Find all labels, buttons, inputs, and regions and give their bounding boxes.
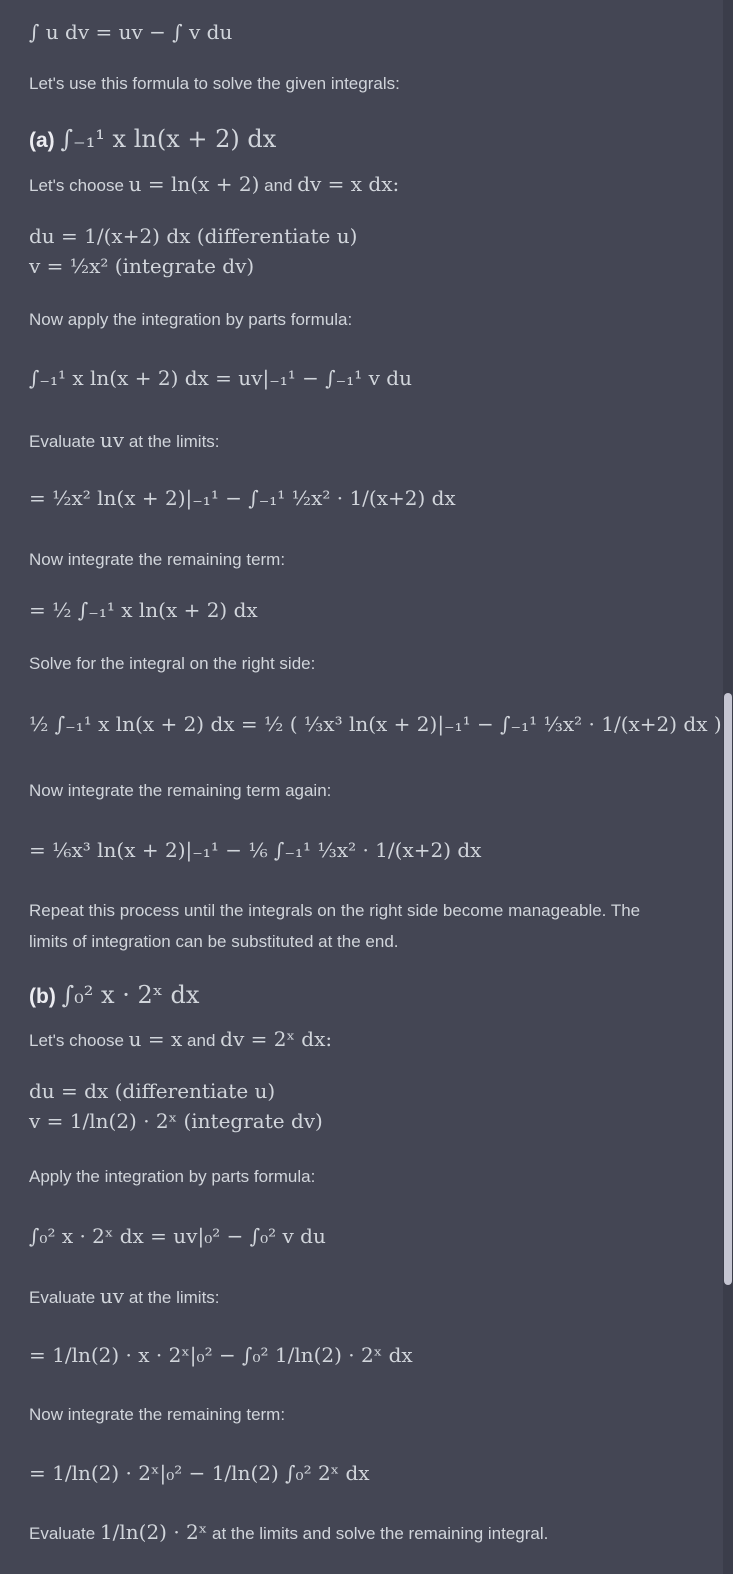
part-b-final-prefix: Evaluate — [29, 1524, 96, 1543]
part-b-final-suffix: at the limits and solve the remaining integral. — [211, 1524, 549, 1543]
part-b-heading — [29, 980, 199, 1012]
part-b-choose-prefix: Let's choose — [29, 1031, 124, 1050]
intro-text: Let's use this formula to solve the given integrals: — [29, 74, 400, 93]
part-a-choose-prefix: Let's choose — [29, 176, 124, 195]
part-a-formula-line: ∫₋₁¹ x ln(x + 2) dx = uv|₋₁¹ − ∫₋₁¹ v du — [29, 366, 412, 390]
part-a-evaluate — [29, 428, 220, 454]
part-b-evaluate — [29, 1284, 220, 1310]
part-b-final-math: 1/ln(2) · 2ˣ — [99, 1520, 208, 1544]
part-b-choose-and: and — [187, 1031, 216, 1050]
part-b-final — [29, 1520, 548, 1546]
part-a-evaluate-math: uv — [99, 428, 125, 452]
part-b-eval-line: = 1/ln(2) · x · 2ˣ|₀² − ∫₀² 1/ln(2) · 2ˣ dx — [29, 1343, 413, 1367]
part-a-evaluate-suffix: at the limits: — [128, 432, 220, 451]
part-b-choose — [29, 1027, 332, 1053]
part-a-eval-line: = ½x² ln(x + 2)|₋₁¹ − ∫₋₁¹ ½x² · 1/(x+2) dx — [29, 486, 456, 510]
part-a-integral: ∫₋₁¹ x ln(x + 2) dx — [60, 125, 277, 153]
part-a-solve-text: Solve for the integral on the right side: — [29, 654, 316, 673]
part-b-formula-line: ∫₀² x · 2ˣ dx = uv|₀² − ∫₀² v du — [29, 1224, 326, 1248]
part-a-integrate-line: = ½ ∫₋₁¹ x ln(x + 2) dx — [29, 598, 258, 622]
scrollbar-thumb[interactable] — [724, 693, 732, 1285]
part-a-du-line: du = 1/(x+2) dx (differentiate u) — [29, 224, 358, 248]
scrollbar-track[interactable] — [723, 0, 733, 1574]
part-b-v-line: v = 1/ln(2) · 2ˣ (integrate dv) — [29, 1109, 323, 1133]
part-a-apply-text: Now apply the integration by parts formula: — [29, 310, 353, 329]
part-a-label: (a) — [29, 129, 55, 152]
part-b-evaluate-math: uv — [99, 1284, 125, 1308]
part-b-label: (b) — [29, 985, 56, 1008]
part-a-choose-and: and — [264, 176, 293, 195]
part-b-apply-text: Apply the integration by parts formula: — [29, 1167, 316, 1186]
part-b-evaluate-suffix: at the limits: — [128, 1288, 220, 1307]
part-a-choose-dv: dv = x dx: — [297, 172, 400, 196]
part-b-du-line: du = dx (differentiate u) — [29, 1079, 276, 1103]
part-a-choose-u: u = ln(x + 2) — [128, 172, 260, 196]
part-b-integral: ∫₀² x · 2ˣ dx — [61, 981, 200, 1009]
part-a-choose — [29, 172, 399, 198]
part-a-heading — [29, 124, 276, 156]
part-b-evaluate-prefix: Evaluate — [29, 1288, 96, 1307]
part-b-integrate-text: Now integrate the remaining term: — [29, 1405, 286, 1424]
part-a-again-line: = ⅙x³ ln(x + 2)|₋₁¹ − ⅙ ∫₋₁¹ ⅓x² · 1/(x+2) dx — [29, 838, 482, 862]
part-b-integrate-line: = 1/ln(2) · 2ˣ|₀² − 1/ln(2) ∫₀² 2ˣ dx — [29, 1461, 370, 1485]
part-a-repeat-text: Repeat this process until the integrals on the right side become manageable. The limits of integration can be substituted at the end. — [29, 901, 641, 951]
part-b-choose-u: u = x — [128, 1027, 183, 1051]
part-a-evaluate-prefix: Evaluate — [29, 432, 96, 451]
part-a-integrate-text: Now integrate the remaining term: — [29, 550, 286, 569]
part-a-v-line: v = ½x² (integrate dv) — [29, 254, 255, 278]
part-a-solve-line: ½ ∫₋₁¹ x ln(x + 2) dx = ½ ( ⅓x³ ln(x + 2)|₋₁¹ − ∫₋₁¹ ⅓x² · 1/(x+2) dx ) — [29, 712, 722, 736]
part-a-again-text: Now integrate the remaining term again: — [29, 781, 332, 800]
part-b-choose-dv: dv = 2ˣ dx: — [220, 1027, 333, 1051]
ibp-formula: ∫ u dv = uv − ∫ v du — [29, 20, 233, 44]
